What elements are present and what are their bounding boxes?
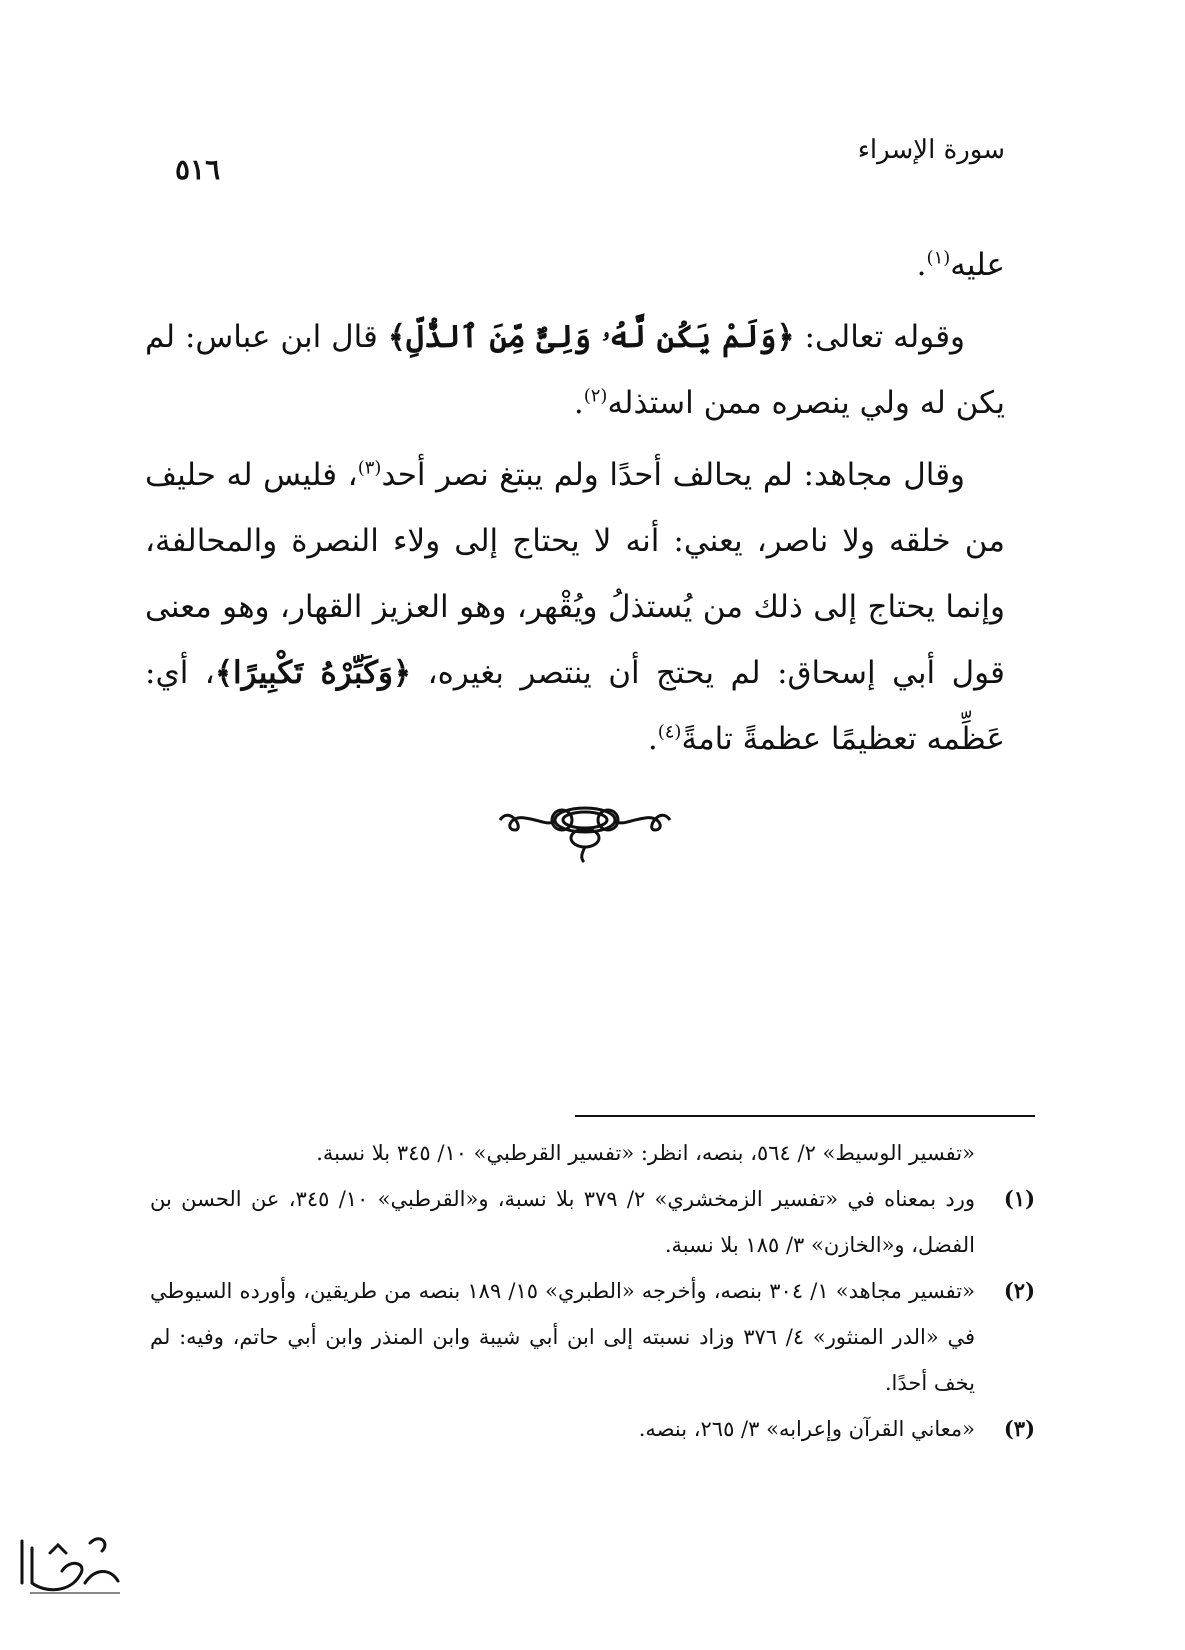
paragraph-3 (145, 442, 1005, 772)
footnote-number: (٢) (1003, 1278, 1035, 1303)
footnote-3 (150, 1406, 1035, 1452)
footnote-rule (575, 1115, 1035, 1117)
footnote-text: «معاني القرآن وإعرابه» ٣/ ٢٦٥، بنصه. (638, 1417, 975, 1441)
paragraph-1 (145, 232, 1005, 298)
text-run: وقال مجاهد: لم يحالف أحدًا ولم يبتغ نصر أحد (381, 457, 965, 493)
page-header (175, 135, 1005, 195)
text-run: قال ابن عباس: لم يكن له ولي ينصره ممن استذله (145, 319, 1005, 421)
footnote-2 (150, 1268, 1035, 1406)
text-run: وقوله تعالى: (794, 319, 965, 355)
text-run: ، فليس له حليف من خلقه ولا ناصر، يعني: أنه لا يحتاج إلى ولاء النصرة والمحالفة، وإنما يحتاج إلى ذلك من يُستذلُ ويُقْهر، وهو العزيز القهار، وهو معنى قول أبي إسحاق: لم يحتج أن ينتصر بغيره، (145, 457, 1005, 691)
footnote-ref[interactable]: (٣) (357, 457, 382, 479)
footnote-number: (١) (1003, 1186, 1035, 1211)
text-run: . (916, 247, 927, 283)
footnotes (150, 1130, 1035, 1452)
footnote-1 (150, 1176, 1035, 1268)
text-run: عليه (950, 247, 1005, 283)
calligraphy-stamp-icon (10, 1513, 130, 1598)
footnote-text: ورد بمعناه في «تفسير الزمخشري» ٢/ ٣٧٩ بلا نسبة، و«القرطبي» ١٠/ ٣٤٥، عن الحسن بن الفضل، و«الخازن» ٣/ ١٨٥ بلا نسبة. (150, 1187, 975, 1257)
footnote-ref[interactable]: (١) (926, 247, 951, 269)
footnote-text: «تفسير مجاهد» ١/ ٣٠٤ بنصه، وأخرجه «الطبري» ١٥/ ١٨٩ بنصه من طريقين، وأورده السيوطي في «الدر المنثور» ٤/ ٣٧٦ وزاد نسبته إلى ابن أبي شيبة وابن المنذر وابن أبي حاتم، وفيه: لم يخف أحدًا. (150, 1279, 975, 1395)
footnote-ref[interactable]: (٢) (583, 385, 608, 407)
page-number: ٥١٦ (175, 153, 221, 186)
text-run: . (647, 721, 658, 757)
footnote-continuation: «تفسير الوسيط» ٢/ ٥٦٤، بنصه، انظر: «تفسير القرطبي» ١٠/ ٣٤٥ بلا نسبة. (316, 1141, 975, 1165)
quran-verse: ﴿وَكَبِّرْهُ تَكْبِيرًا﴾ (214, 655, 412, 691)
ornament-divider-icon (490, 790, 680, 870)
quran-verse: ﴿وَلَمْ يَكُن لَّهُۥ وَلِىٌّ مِّنَ ٱلذُّلِّ﴾ (387, 319, 795, 355)
main-text (145, 232, 1005, 778)
paragraph-2 (145, 304, 1005, 436)
text-run: ، أي: عَظِّمه تعظيمًا عظمةً تامةً (145, 655, 1005, 757)
footnote-number: (٣) (1003, 1416, 1035, 1441)
footnote-ref[interactable]: (٤) (657, 721, 682, 743)
surah-title: سورة الإسراء (857, 135, 1005, 165)
text-run: . (573, 385, 584, 421)
